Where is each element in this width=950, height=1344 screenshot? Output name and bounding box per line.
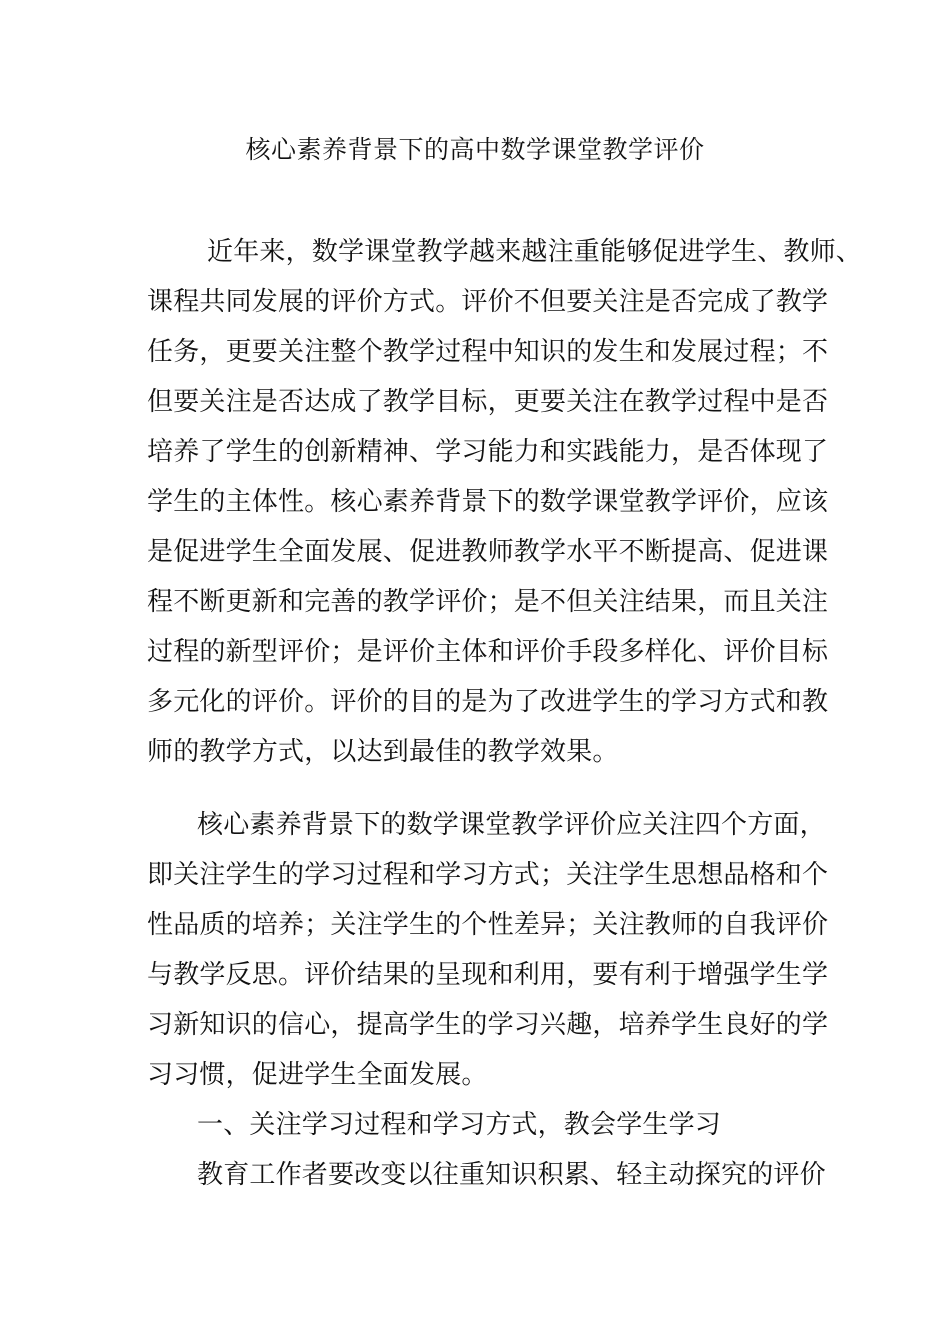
paragraph-2-line-3: 性品质的培养；关注学生的个性差异；关注教师的自我评价 [147, 910, 829, 940]
paragraph-2-line-2: 即关注学生的学习过程和学习方式；关注学生思想品格和个 [147, 860, 829, 890]
paragraph-3-line-1: 教育工作者要改变以往重知识积累、轻主动探究的评价 [197, 1160, 826, 1190]
paragraph-1-line-11: 师的教学方式，以达到最佳的教学效果。 [147, 737, 619, 767]
paragraph-1-line-5: 培养了学生的创新精神、学习能力和实践能力，是否体现了 [147, 437, 829, 467]
paragraph-1-line-4: 但要关注是否达成了教学目标，更要关注在教学过程中是否 [147, 387, 829, 417]
paragraph-1-line-9: 过程的新型评价；是评价主体和评价手段多样化、评价目标 [147, 637, 829, 667]
paragraph-2-line-4: 与教学反思。评价结果的呈现和利用，要有利于增强学生学 [147, 960, 829, 990]
paragraph-1-line-10: 多元化的评价。评价的目的是为了改进学生的学习方式和教 [147, 687, 829, 717]
paragraph-2-line-5: 习新知识的信心，提高学生的学习兴趣，培养学生良好的学 [147, 1010, 829, 1040]
paragraph-1-line-7: 是促进学生全面发展、促进教师教学水平不断提高、促进课 [147, 537, 829, 567]
document-title: 核心素养背景下的高中数学课堂教学评价 [245, 135, 705, 164]
section-heading: 一、关注学习过程和学习方式，教会学生学习 [197, 1110, 722, 1140]
paragraph-2-line-6: 习习惯，促进学生全面发展。 [147, 1060, 488, 1090]
paragraph-2-line-1: 核心素养背景下的数学课堂教学评价应关注四个方面， [197, 810, 826, 840]
paragraph-1-line-8: 程不断更新和完善的教学评价；是不但关注结果，而且关注 [147, 587, 829, 617]
paragraph-1-line-2: 课程共同发展的评价方式。评价不但要关注是否完成了教学 [147, 287, 829, 317]
paragraph-1-line-6: 学生的主体性。核心素养背景下的数学课堂教学评价，应该 [147, 487, 829, 517]
paragraph-1-line-3: 任务，更要关注整个教学过程中知识的发生和发展过程；不 [147, 337, 829, 367]
paragraph-1-line-1: 近年来，数学课堂教学越来越注重能够促进学生、教师、 [207, 237, 863, 267]
